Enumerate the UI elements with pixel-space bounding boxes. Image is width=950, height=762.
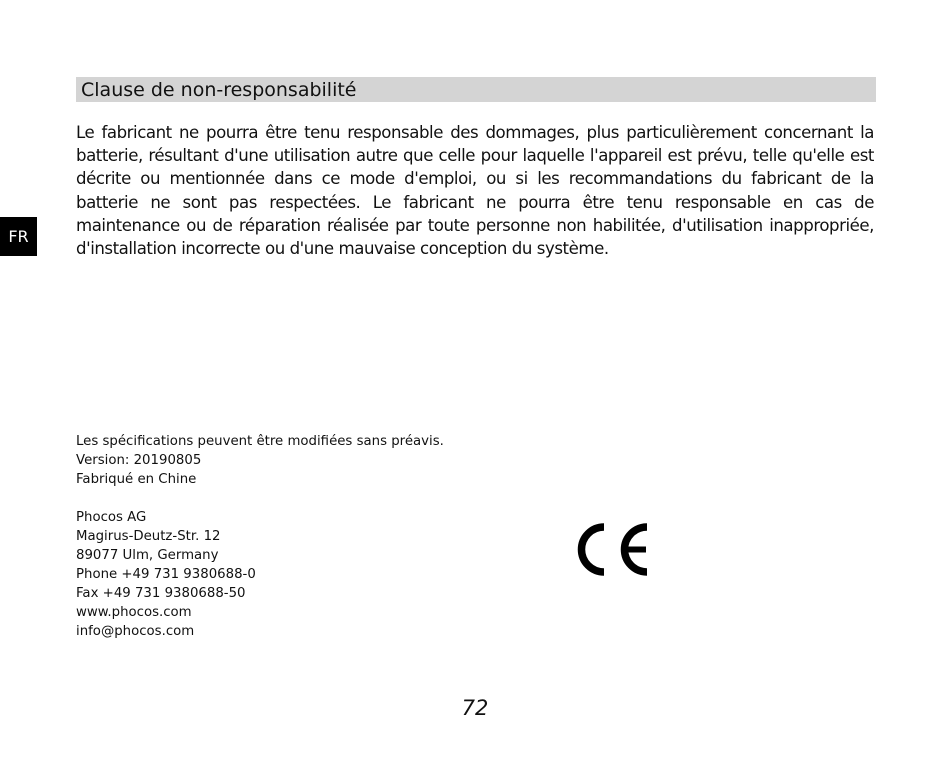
company-website: www.phocos.com (76, 605, 192, 620)
company-city: 89077 Ulm, Germany (76, 548, 219, 563)
company-address-block (76, 508, 256, 641)
company-phone: Phone +49 731 9380688-0 (76, 567, 256, 582)
language-tab: FR (0, 217, 37, 256)
ce-mark-icon (574, 521, 652, 578)
disclaimer-paragraph: Le fabricant ne pourra être tenu responsable des dommages, plus particulièrement concernant la batterie, résultant d'une utilisation autre que celle pour laquelle l'appareil est prévu, telle qu'elle est décrite ou mentionnée dans ce mode d'emploi, ou si les recommandations du fabricant de la batterie ne sont pas respectées. Le fabricant ne pourra être tenu responsable en cas de maintenance ou de réparation réalisée par toute personne non habilitée, d'utilisation inappropriée, d'installation incorrecte ou d'une mauvaise conception du système. (76, 123, 874, 259)
company-street: Magirus-Deutz-Str. 12 (76, 529, 221, 544)
version-label: Version: 20190805 (76, 453, 202, 468)
company-email: info@phocos.com (76, 624, 195, 639)
origin-label: Fabriqué en Chine (76, 472, 197, 487)
section-title: Clause de non-responsabilité (76, 77, 876, 102)
specs-block (76, 432, 444, 489)
company-name: Phocos AG (76, 510, 147, 525)
specs-notice: Les spécifications peuvent être modifiées sans préavis. (76, 434, 444, 449)
company-fax: Fax +49 731 9380688-50 (76, 586, 246, 601)
page-number: 72 (461, 696, 489, 720)
